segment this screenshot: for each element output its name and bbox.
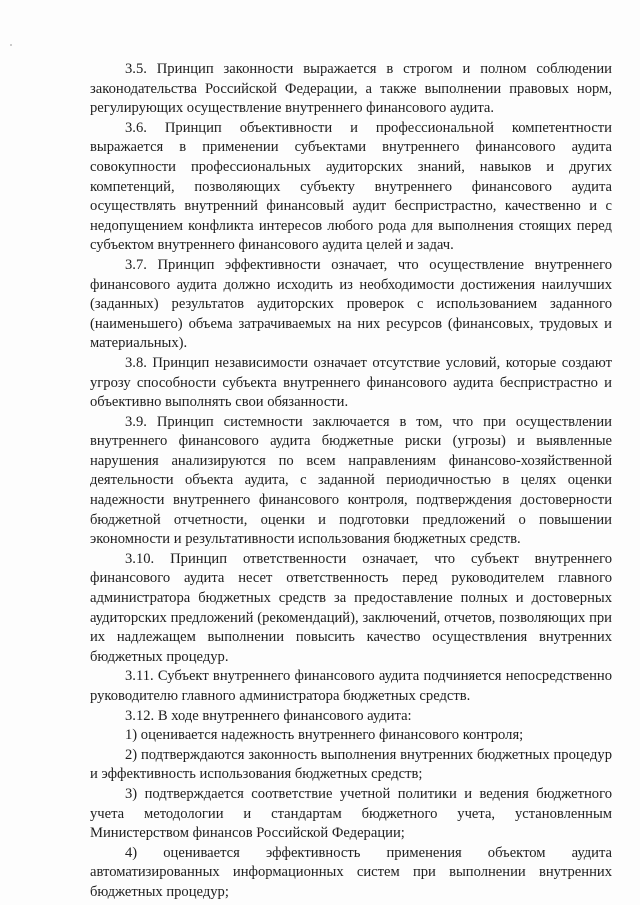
document-body	[90, 60, 612, 903]
list-item-1: 1) оценивается надежность внутреннего финансового контроля;	[125, 727, 524, 744]
list-item-4: 4) оценивается эффективность применения объектом аудита автоматизированных информационных систем при выполнении внутренних бюджетных процедур;	[90, 844, 612, 900]
scan-speck	[10, 44, 12, 46]
paragraph-3-11: 3.11. Субъект внутреннего финансового аудита подчиняется непосредственно руководителю главного администратора бюджетных средств.	[90, 668, 612, 704]
paragraph-3-10: 3.10. Принцип ответственности означает, что субъект внутреннего финансового аудита несет ответственность перед руководителем главного администратора бюджетных средств за предоставление полных и достоверных аудиторских предложений (рекомендаций), заключений, отчетов, позволяющих при их надлежащем выполнении повысить качество осуществления внутренних бюджетных процедур.	[90, 550, 612, 665]
paragraph-3-12: 3.12. В ходе внутреннего финансового аудита:	[125, 707, 412, 724]
list-item-3: 3) подтверждается соответствие учетной политики и ведения бюджетного учета методологии и стандартам бюджетного учета, установленным Министерством финансов Российской Федерации;	[90, 785, 612, 842]
paragraph-3-5: 3.5. Принцип законности выражается в строгом и полном соблюдении законодательства Российской Федерации, а также выполнении правовых норм, регулирующих осуществление внутреннего финансового аудита.	[90, 61, 612, 117]
paragraph-3-6: 3.6. Принцип объективности и профессиональной компетентности выражается в применении субъектами внутреннего финансового аудита совокупности профессиональных аудиторских знаний, навыков и других компетенций, позволяющих субъекту внутреннего финансового аудита осуществлять внутренний финансовый аудит беспристрастно, качественно и с недопущением конфликта интересов любого рода для выполнения стоящих перед субъектом внутреннего финансового аудита целей и задач.	[90, 119, 612, 254]
paragraph-3-7: 3.7. Принцип эффективности означает, что осуществление внутреннего финансового аудита должно исходить из необходимости достижения наилучших (заданных) результатов аудиторских проверок с использованием заданного (наименьшего) объема затрачиваемых на них ресурсов (финансовых, трудовых и материальных).	[90, 256, 612, 352]
list-item-2: 2) подтверждаются законность выполнения внутренних бюджетных процедур и эффективность использования бюджетных средств;	[90, 746, 612, 783]
paragraph-3-9: 3.9. Принцип системности заключается в том, что при осуществлении внутреннего финансового аудита бюджетные риски (угрозы) и выявленные нарушения анализируются по всем направлениям финансово-хозяйственной деятельности объекта аудита, с заданной периодичностью в целях оценки надежности внутреннего финансового контроля, подтверждения достоверности бюджетной отчетности, оценки и подготовки предложений о повышении экономности и результативности использования бюджетных средств.	[90, 413, 612, 548]
paragraph-3-8: 3.8. Принцип независимости означает отсутствие условий, которые создают угрозу способности субъекта внутреннего финансового аудита беспристрастно и объективно выполнять свои обязанности.	[90, 354, 612, 411]
